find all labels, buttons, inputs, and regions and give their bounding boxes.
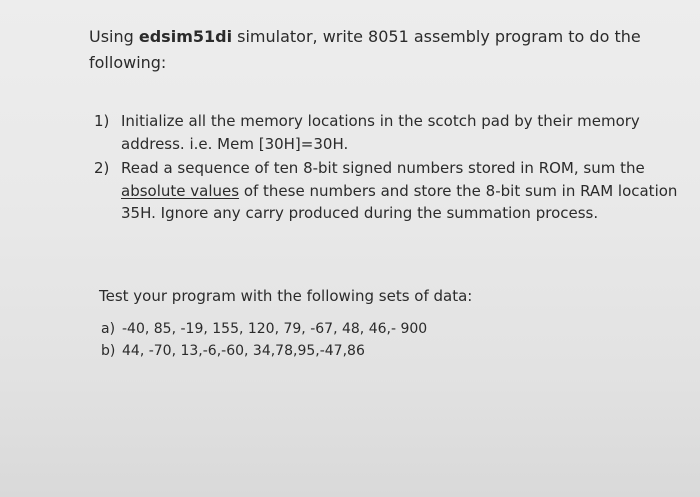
task-list: [94, 110, 684, 227]
assignment-intro: [89, 24, 669, 76]
dataset-values: 44, -70, 13,-6,-60, 34,78,95,-47,86: [122, 343, 365, 359]
intro-prefix: Using: [89, 27, 139, 46]
test-heading: Test your program with the following sets of data:: [99, 287, 473, 305]
dataset-label: b): [101, 343, 116, 359]
task-item-2: [94, 157, 684, 225]
simulator-name: edsim51di: [138, 27, 233, 46]
intro-suffix: simulator, write 8051 assembly program to do the following:: [89, 27, 641, 72]
dataset-item-a: [101, 318, 661, 340]
task-number: 2): [94, 159, 110, 177]
task-text-start: Read a sequence of ten 8-bit signed numbers stored in ROM, sum the: [121, 159, 645, 177]
dataset-list: [101, 318, 661, 362]
dataset-values: -40, 85, -19, 155, 120, 79, -67, 48, 46,- 900: [122, 321, 428, 337]
task-text-end: of these numbers and store the 8-bit sum in RAM location 35H. Ignore any carry produced during the summation process.: [121, 181, 678, 222]
dataset-item-b: [101, 340, 661, 362]
task-number: 1): [94, 112, 110, 130]
underlined-phrase: absolute values: [121, 181, 240, 200]
dataset-label: a): [101, 321, 116, 337]
task-text: Initialize all the memory locations in the scotch pad by their memory address. i.e. Mem [30H]=30H.: [121, 112, 640, 153]
task-item-1: [94, 110, 684, 155]
